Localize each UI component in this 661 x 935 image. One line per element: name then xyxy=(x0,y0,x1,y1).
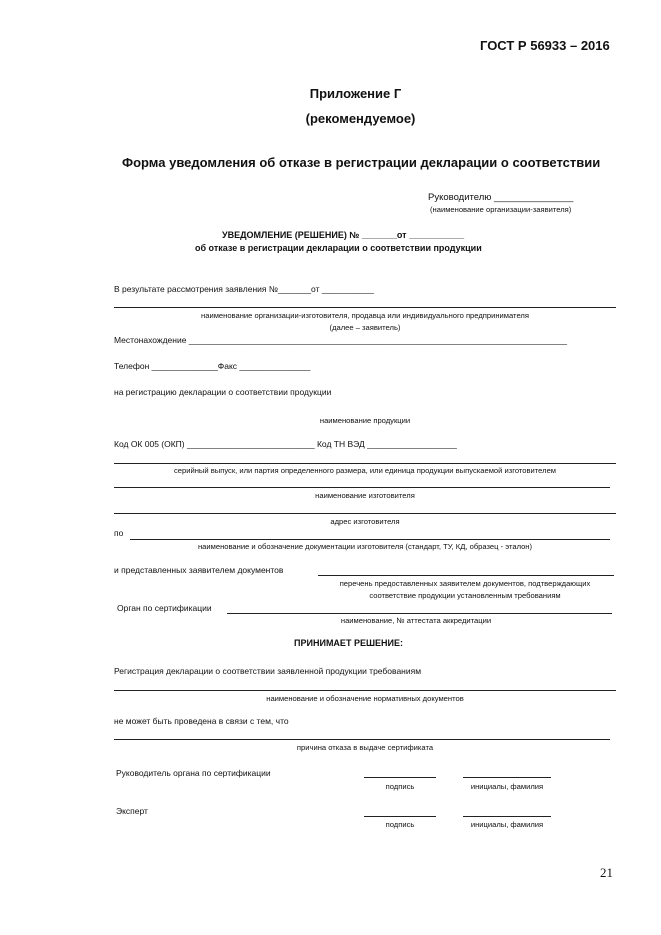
standard-header: ГОСТ Р 56933 – 2016 xyxy=(480,38,610,53)
product-caption: наименование продукции xyxy=(319,416,411,425)
decision-text: Регистрация декларации о соответствии заявленной продукции требованиям xyxy=(114,666,422,676)
address-field xyxy=(114,513,616,514)
notice-subheading: об отказе в регистрации декларации о соответствии продукции xyxy=(195,243,482,253)
addressee-line: Руководителю _______________ xyxy=(428,192,574,203)
decision-heading: ПРИНИМАЕТ РЕШЕНИЕ: xyxy=(294,638,403,648)
applicant-caption-2: (далее – заявитель) xyxy=(329,323,401,332)
norms-field xyxy=(114,690,616,691)
expert-initials-caption: инициалы, фамилия xyxy=(470,820,544,829)
submitted-docs-line: и представленных заявителем документов xyxy=(114,565,284,575)
location-line: Местонахождение ________________________________________________________________________________ xyxy=(114,335,567,345)
manufacturer-caption: наименование изготовителя xyxy=(315,491,415,500)
addressee-caption: (наименование организации-заявителя) xyxy=(430,205,572,214)
po-label: по xyxy=(114,528,124,538)
submitted-caption: перечень предоставленных заявителем документов, подтверждающих xyxy=(339,579,591,588)
norms-caption: наименование и обозначение нормативных документов xyxy=(266,694,464,703)
reason-field xyxy=(114,739,610,740)
head-signature-field xyxy=(364,777,436,778)
cert-body-caption: наименование, № аттестата аккредитации xyxy=(340,616,492,625)
docs-caption: наименование и обозначение документации изготовителя (стандарт, ТУ, КД, образец - эталон) xyxy=(197,542,533,551)
address-caption: адрес изготовителя xyxy=(330,517,400,526)
cannot-line: не может быть проведена в связи с тем, что xyxy=(114,716,289,726)
codes-line: Код ОК 005 (ОКП) ___________________________ Код ТН ВЭД ___________________ xyxy=(114,439,457,449)
phone-line: Телефон ______________Факс _______________ xyxy=(114,361,311,371)
expert-initials-field xyxy=(463,816,551,817)
release-caption: серийный выпуск, или партия определенного размера, или единица продукции выпускаемой изготовителем xyxy=(173,466,557,475)
appendix-title: Приложение Г xyxy=(309,86,402,101)
head-signature-caption: подпись xyxy=(385,782,415,791)
documentation-field xyxy=(130,539,610,540)
expert-signature-field xyxy=(364,816,436,817)
head-initials-field xyxy=(463,777,551,778)
expert-signature-caption: подпись xyxy=(385,820,415,829)
release-field xyxy=(114,463,616,464)
head-initials-caption: инициалы, фамилия xyxy=(470,782,544,791)
notice-heading: УВЕДОМЛЕНИЕ (РЕШЕНИЕ) № _______от ___________ xyxy=(222,230,465,240)
applicant-field xyxy=(114,307,616,308)
manufacturer-field xyxy=(114,487,610,488)
head-label: Руководитель органа по сертификации xyxy=(116,768,271,778)
form-title: Форма уведомления об отказе в регистрации декларации о соответствии xyxy=(122,155,601,170)
cert-body-field xyxy=(227,613,612,614)
applicant-caption: наименование организации-изготовителя, продавца или индивидуального предпринимателя xyxy=(201,311,529,320)
submitted-caption-2: соответствие продукции установленным требованиям xyxy=(369,591,561,600)
expert-label: Эксперт xyxy=(116,806,148,816)
registration-line: на регистрацию декларации о соответствии продукции xyxy=(114,387,332,397)
reason-caption: причина отказа в выдаче сертификата xyxy=(296,743,434,752)
appendix-subtitle: (рекомендуемое) xyxy=(305,111,416,126)
submitted-docs-field xyxy=(318,575,614,576)
review-line: В результате рассмотрения заявления №_______от ___________ xyxy=(114,284,374,294)
page-number: 21 xyxy=(600,865,613,880)
cert-body-line: Орган по сертификации xyxy=(117,603,212,613)
